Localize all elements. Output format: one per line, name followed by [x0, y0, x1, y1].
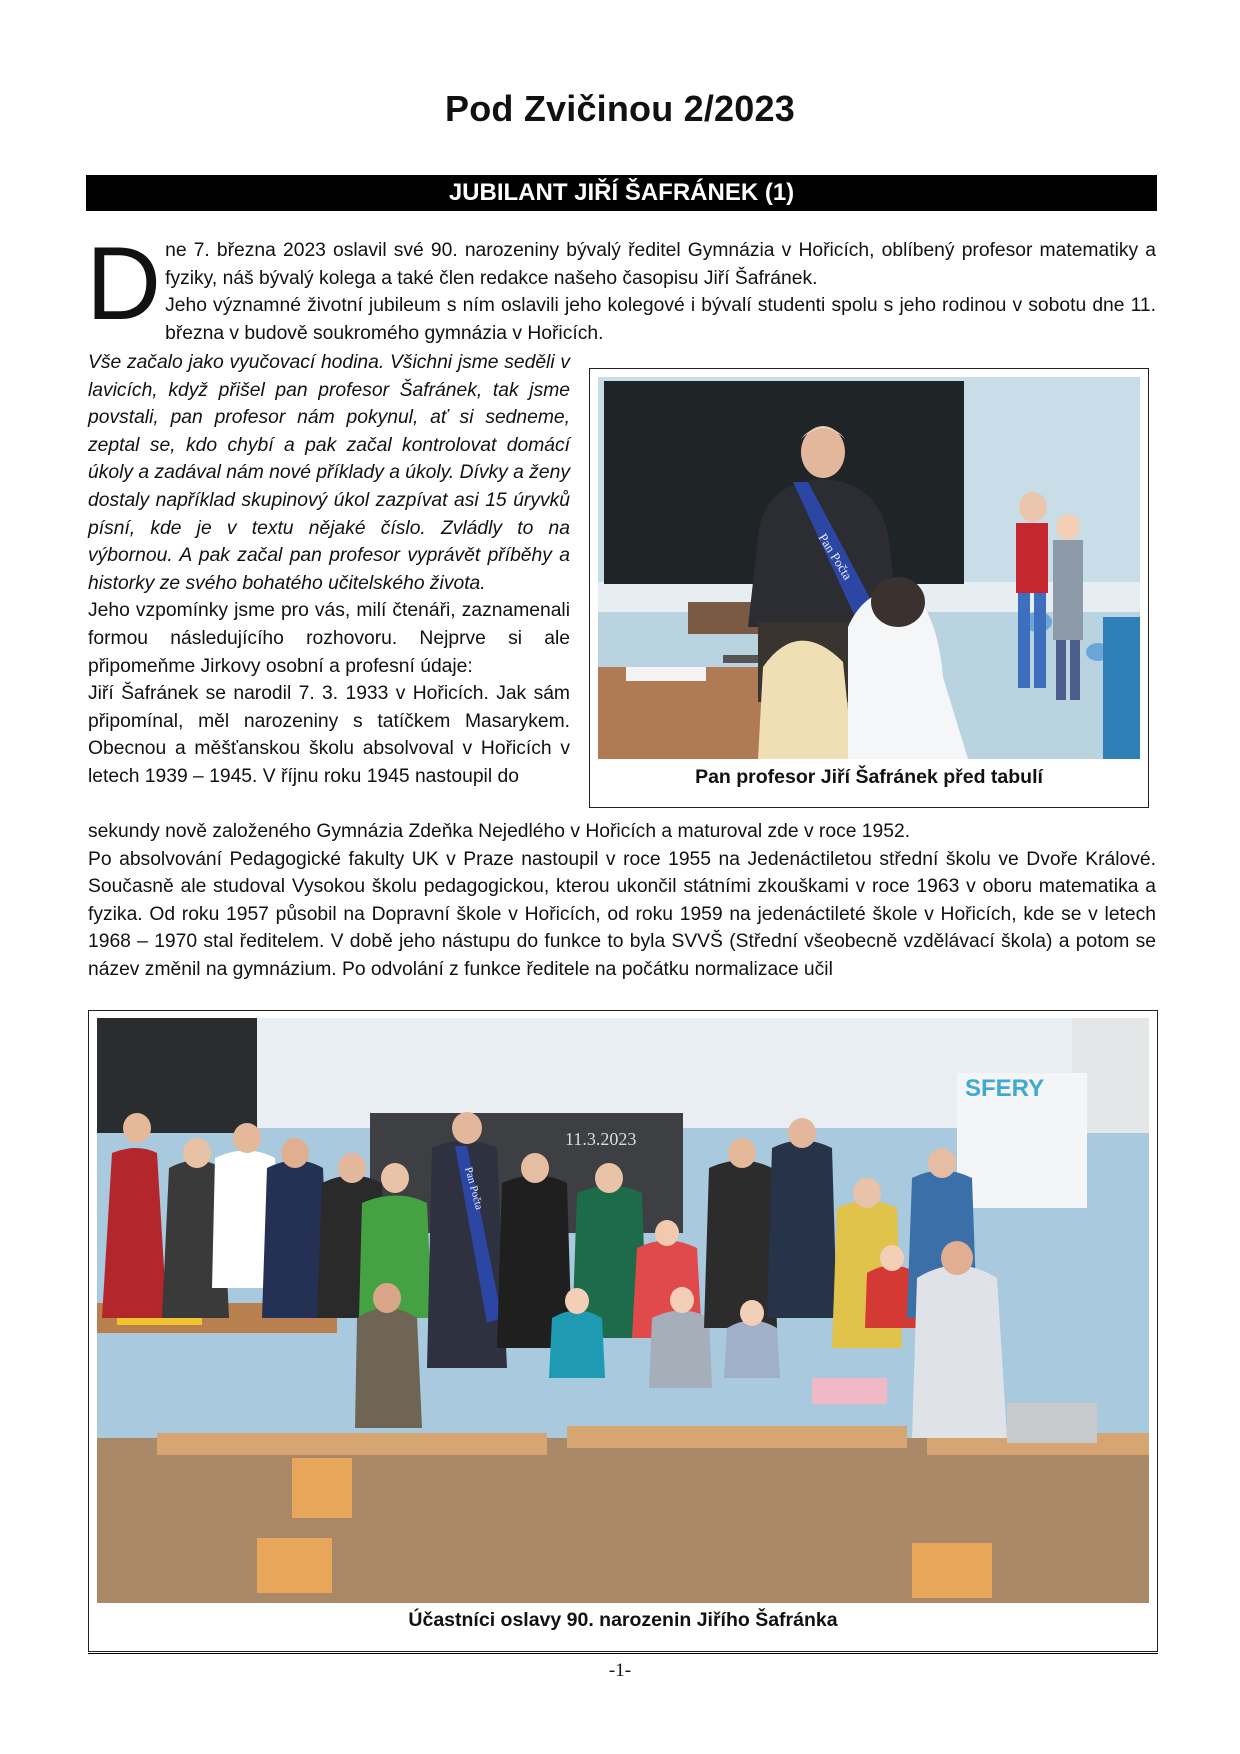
photo-bottom-caption: Účastníci oslavy 90. narozenin Jiřího Šafránka: [408, 1609, 838, 1631]
left-column: [88, 349, 570, 791]
sash-label-group: Pan Počta: [462, 1165, 486, 1211]
continuation-block: [88, 818, 1156, 984]
memories-paragraph: Jeho vzpomínky jsme pro vás, milí čtenáři, zaznamenali formou následujícího rozhovoru. Nejprve si ale připomeňme Jirkovy osobní a profesní údaje:: [88, 600, 570, 677]
intro-block: [86, 226, 1156, 347]
photo-top-caption: Pan profesor Jiří Šafránek před tabulí: [695, 766, 1043, 788]
italic-paragraph: Vše začalo jako vyučovací hodina. Všichni jsme seděli v lavicích, když přišel pan profesor Šafránek, tak jsme povstali, pan profesor nám pokynul, ať si sedneme, zeptal se, kdo chybí a pak začal kontrolovat domácí úkoly a zadával nám nové příklady a úkoly. Dívky a ženy dostaly například skupinový úkol zazpívat asi 15 úryvků písní, kde je v textu nějaké číslo. Zvládly to na výbornou. A pak začal pan profesor vyprávět příběhy a historky ze svého bohatého učitelského života.: [88, 352, 570, 594]
wall-sign: SFERY: [965, 1075, 1045, 1102]
photo-top-frame: [589, 368, 1149, 808]
page-title: Pod Zvičinou 2/2023: [445, 88, 795, 129]
sash-label: Pan Počta: [815, 530, 856, 583]
page-number: -1-: [608, 1660, 632, 1681]
teacher-photo: [598, 377, 1140, 759]
section-heading: JUBILANT JIŘÍ ŠAFRÁNEK (1): [86, 175, 1157, 211]
bio-paragraph: Jiří Šafránek se narodil 7. 3. 1933 v Hořicích. Jak sám připomínal, měl narozeniny s tatíčkem Masarykem. Obecnou a měšťanskou školu absolvoval v Hořicích v letech 1939 – 1945. V říjnu roku 1945 nastoupil do: [88, 683, 570, 787]
photo-bottom-frame: [88, 1010, 1158, 1652]
board-date: 11.3.2023: [565, 1129, 637, 1149]
intro-paragraph-2: Jeho významné životní jubileum s ním oslavili jeho kolegové i bývalí studenti spolu s jeho rodinou v sobotu dne 11. března v budově soukromého gymnázia v Hořicích.: [165, 295, 1156, 344]
career-paragraph: Po absolvování Pedagogické fakulty UK v Praze nastoupil v roce 1955 na Jedenáctiletou střední školu ve Dvoře Králové. Současně ale studoval Vysokou školu pedagogickou, kterou ukončil státními zkouškami v roce 1963 v oboru matematika a fyzika. Od roku 1957 působil na Dopravní škole v Hořicích, od roku 1959 na jedenáctileté škole v Hořicích, kde se v letech 1968 – 1970 stal ředitelem. V době jeho nástupu do funkce to byla SVVŠ (Střední všeobecně vzdělávací škola) a potom se název změnil na gymnázium. Po odvolání z funkce ředitele na počátku normalizace učil: [88, 848, 1156, 980]
intro-paragraph-1: ne 7. března 2023 oslavil své 90. narozeniny bývalý ředitel Gymnázia v Hořicích, oblíbený profesor matematiky a fyziky, náš bývalý kolega a také člen redakce našeho časopisu Jiří Šafránek.: [165, 240, 1156, 289]
footer-rule: [88, 1653, 1158, 1654]
drop-cap: D: [86, 226, 162, 342]
group-photo: [97, 1018, 1149, 1603]
bio-continuation: sekundy nově založeného Gymnázia Zdeňka Nejedlého v Hořicích a maturoval zde v roce 1952.: [88, 821, 911, 842]
